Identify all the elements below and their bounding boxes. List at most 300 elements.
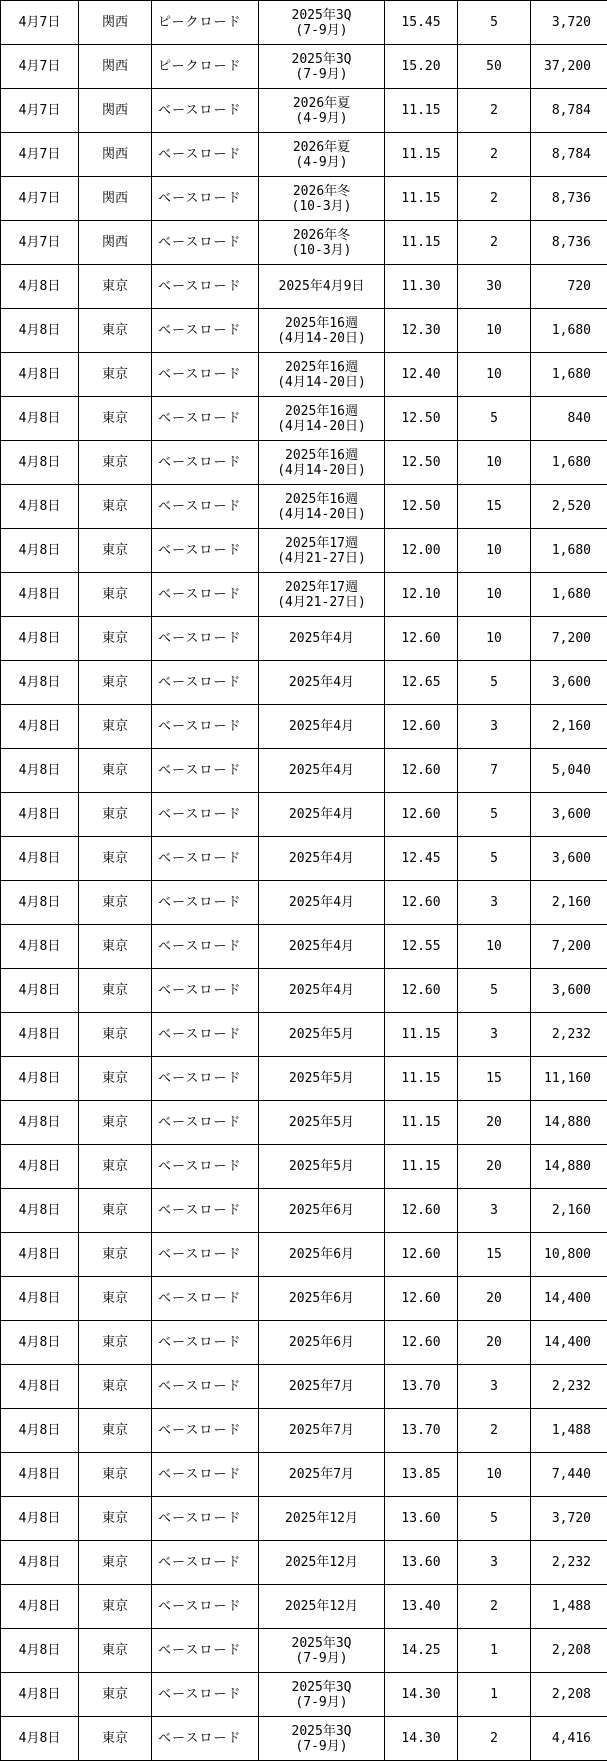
table-row (1, 309, 607, 353)
total-cell: 2,160 (531, 881, 607, 925)
load-type-cell: ベースロード (152, 529, 259, 573)
price-cell: 12.60 (385, 881, 458, 925)
price-cell: 11.15 (385, 1057, 458, 1101)
price-cell: 11.15 (385, 221, 458, 265)
delivery-period-cell: 2025年5月 (259, 1013, 385, 1057)
price-cell: 13.70 (385, 1409, 458, 1453)
volume-cell: 10 (458, 1453, 531, 1497)
area-cell: 関西 (79, 133, 152, 177)
total-cell: 1,680 (531, 529, 607, 573)
total-cell: 2,208 (531, 1673, 607, 1717)
total-cell: 8,784 (531, 89, 607, 133)
trade-date-cell: 4月8日 (1, 529, 79, 573)
area-cell: 東京 (79, 1189, 152, 1233)
total-cell: 2,160 (531, 705, 607, 749)
delivery-period-cell: 2025年3Q (7-9月) (259, 1629, 385, 1673)
price-cell: 12.50 (385, 397, 458, 441)
total-cell: 1,680 (531, 441, 607, 485)
trade-date-cell: 4月8日 (1, 1233, 79, 1277)
price-cell: 12.60 (385, 969, 458, 1013)
total-cell: 3,720 (531, 1, 607, 45)
load-type-cell: ベースロード (152, 661, 259, 705)
area-cell: 東京 (79, 969, 152, 1013)
total-cell: 2,160 (531, 1189, 607, 1233)
load-type-cell: ベースロード (152, 353, 259, 397)
table-row (1, 1541, 607, 1585)
price-cell: 12.00 (385, 529, 458, 573)
volume-cell: 5 (458, 397, 531, 441)
volume-cell: 2 (458, 1409, 531, 1453)
delivery-period-cell: 2025年7月 (259, 1365, 385, 1409)
table-row (1, 793, 607, 837)
area-cell: 東京 (79, 661, 152, 705)
load-type-cell: ベースロード (152, 485, 259, 529)
load-type-cell: ベースロード (152, 1629, 259, 1673)
delivery-period-cell: 2025年16週 (4月14-20日) (259, 397, 385, 441)
total-cell: 5,040 (531, 749, 607, 793)
volume-cell: 5 (458, 661, 531, 705)
delivery-period-cell: 2025年7月 (259, 1409, 385, 1453)
table-row (1, 1013, 607, 1057)
table-row (1, 1717, 607, 1761)
table-row (1, 265, 607, 309)
trade-date-cell: 4月8日 (1, 1585, 79, 1629)
trade-date-cell: 4月8日 (1, 1101, 79, 1145)
trade-date-cell: 4月8日 (1, 1453, 79, 1497)
delivery-period-cell: 2026年冬 (10-3月) (259, 177, 385, 221)
area-cell: 東京 (79, 617, 152, 661)
delivery-period-cell: 2025年4月 (259, 617, 385, 661)
delivery-period-cell: 2025年12月 (259, 1497, 385, 1541)
volume-cell: 15 (458, 1233, 531, 1277)
total-cell: 840 (531, 397, 607, 441)
volume-cell: 3 (458, 705, 531, 749)
delivery-period-cell: 2026年夏 (4-9月) (259, 89, 385, 133)
delivery-period-cell: 2025年16週 (4月14-20日) (259, 309, 385, 353)
total-cell: 11,160 (531, 1057, 607, 1101)
area-cell: 東京 (79, 925, 152, 969)
table-row (1, 1101, 607, 1145)
table-row (1, 1233, 607, 1277)
volume-cell: 5 (458, 793, 531, 837)
price-cell: 13.60 (385, 1541, 458, 1585)
delivery-period-cell: 2026年夏 (4-9月) (259, 133, 385, 177)
volume-cell: 2 (458, 177, 531, 221)
load-type-cell: ベースロード (152, 1101, 259, 1145)
total-cell: 4,416 (531, 1717, 607, 1761)
volume-cell: 20 (458, 1145, 531, 1189)
trade-date-cell: 4月8日 (1, 617, 79, 661)
load-type-cell: ベースロード (152, 617, 259, 661)
delivery-period-cell: 2025年4月9日 (259, 265, 385, 309)
trade-date-cell: 4月8日 (1, 705, 79, 749)
area-cell: 東京 (79, 1321, 152, 1365)
area-cell: 東京 (79, 793, 152, 837)
table-row (1, 1673, 607, 1717)
trade-date-cell: 4月8日 (1, 1013, 79, 1057)
trade-date-cell: 4月8日 (1, 1277, 79, 1321)
trade-date-cell: 4月8日 (1, 1629, 79, 1673)
load-type-cell: ベースロード (152, 925, 259, 969)
load-type-cell: ベースロード (152, 1541, 259, 1585)
price-cell: 12.10 (385, 573, 458, 617)
table-row (1, 221, 607, 265)
load-type-cell: ベースロード (152, 89, 259, 133)
trade-date-cell: 4月7日 (1, 133, 79, 177)
price-cell: 13.85 (385, 1453, 458, 1497)
area-cell: 関西 (79, 89, 152, 133)
delivery-period-cell: 2025年6月 (259, 1277, 385, 1321)
trade-date-cell: 4月8日 (1, 1189, 79, 1233)
area-cell: 関西 (79, 177, 152, 221)
trade-date-cell: 4月7日 (1, 1, 79, 45)
price-cell: 12.45 (385, 837, 458, 881)
area-cell: 東京 (79, 441, 152, 485)
price-cell: 11.15 (385, 1145, 458, 1189)
trade-date-cell: 4月7日 (1, 89, 79, 133)
volume-cell: 2 (458, 133, 531, 177)
load-type-cell: ベースロード (152, 1453, 259, 1497)
volume-cell: 10 (458, 441, 531, 485)
volume-cell: 10 (458, 925, 531, 969)
area-cell: 東京 (79, 309, 152, 353)
load-type-cell: ベースロード (152, 1497, 259, 1541)
price-cell: 11.15 (385, 177, 458, 221)
price-cell: 15.20 (385, 45, 458, 89)
area-cell: 東京 (79, 1629, 152, 1673)
area-cell: 東京 (79, 1233, 152, 1277)
total-cell: 720 (531, 265, 607, 309)
area-cell: 東京 (79, 1409, 152, 1453)
delivery-period-cell: 2025年4月 (259, 661, 385, 705)
delivery-period-cell: 2025年6月 (259, 1321, 385, 1365)
table-row (1, 837, 607, 881)
table-row (1, 397, 607, 441)
trade-date-cell: 4月8日 (1, 309, 79, 353)
price-cell: 14.30 (385, 1673, 458, 1717)
load-type-cell: ベースロード (152, 837, 259, 881)
price-cell: 12.40 (385, 353, 458, 397)
delivery-period-cell: 2025年3Q (7-9月) (259, 1, 385, 45)
total-cell: 8,784 (531, 133, 607, 177)
price-cell: 15.45 (385, 1, 458, 45)
load-type-cell: ピークロード (152, 1, 259, 45)
area-cell: 東京 (79, 837, 152, 881)
total-cell: 7,440 (531, 1453, 607, 1497)
volume-cell: 2 (458, 1717, 531, 1761)
price-cell: 12.65 (385, 661, 458, 705)
total-cell: 1,680 (531, 309, 607, 353)
table-row (1, 1321, 607, 1365)
area-cell: 東京 (79, 749, 152, 793)
total-cell: 3,600 (531, 661, 607, 705)
trade-date-cell: 4月8日 (1, 1673, 79, 1717)
area-cell: 東京 (79, 1673, 152, 1717)
trade-date-cell: 4月8日 (1, 1409, 79, 1453)
volume-cell: 50 (458, 45, 531, 89)
table-row (1, 1409, 607, 1453)
volume-cell: 2 (458, 1585, 531, 1629)
delivery-period-cell: 2025年4月 (259, 969, 385, 1013)
trade-date-cell: 4月8日 (1, 925, 79, 969)
load-type-cell: ベースロード (152, 441, 259, 485)
price-cell: 11.15 (385, 133, 458, 177)
table-row (1, 1365, 607, 1409)
load-type-cell: ベースロード (152, 1013, 259, 1057)
total-cell: 2,208 (531, 1629, 607, 1673)
total-cell: 10,800 (531, 1233, 607, 1277)
area-cell: 東京 (79, 705, 152, 749)
volume-cell: 2 (458, 89, 531, 133)
trade-date-cell: 4月8日 (1, 1057, 79, 1101)
area-cell: 東京 (79, 1717, 152, 1761)
total-cell: 14,400 (531, 1321, 607, 1365)
load-type-cell: ベースロード (152, 969, 259, 1013)
delivery-period-cell: 2025年3Q (7-9月) (259, 45, 385, 89)
area-cell: 東京 (79, 1101, 152, 1145)
table-row (1, 925, 607, 969)
price-cell: 12.60 (385, 1189, 458, 1233)
delivery-period-cell: 2025年7月 (259, 1453, 385, 1497)
volume-cell: 3 (458, 881, 531, 925)
delivery-period-cell: 2025年3Q (7-9月) (259, 1717, 385, 1761)
table-row (1, 441, 607, 485)
total-cell: 7,200 (531, 925, 607, 969)
table-row (1, 353, 607, 397)
total-cell: 1,680 (531, 573, 607, 617)
volume-cell: 20 (458, 1101, 531, 1145)
load-type-cell: ベースロード (152, 221, 259, 265)
delivery-period-cell: 2025年12月 (259, 1541, 385, 1585)
table-row (1, 1629, 607, 1673)
price-cell: 12.60 (385, 749, 458, 793)
delivery-period-cell: 2025年17週 (4月21-27日) (259, 529, 385, 573)
trade-date-cell: 4月8日 (1, 1717, 79, 1761)
load-type-cell: ベースロード (152, 265, 259, 309)
price-cell: 11.15 (385, 1013, 458, 1057)
price-cell: 12.50 (385, 485, 458, 529)
area-cell: 東京 (79, 353, 152, 397)
area-cell: 東京 (79, 397, 152, 441)
trade-date-cell: 4月8日 (1, 353, 79, 397)
price-cell: 12.60 (385, 1321, 458, 1365)
area-cell: 東京 (79, 1365, 152, 1409)
load-type-cell: ベースロード (152, 1233, 259, 1277)
total-cell: 3,600 (531, 793, 607, 837)
price-cell: 13.70 (385, 1365, 458, 1409)
volume-cell: 10 (458, 573, 531, 617)
load-type-cell: ベースロード (152, 1189, 259, 1233)
price-cell: 13.40 (385, 1585, 458, 1629)
load-type-cell: ベースロード (152, 1717, 259, 1761)
load-type-cell: ベースロード (152, 1057, 259, 1101)
total-cell: 37,200 (531, 45, 607, 89)
price-cell: 12.30 (385, 309, 458, 353)
price-cell: 14.30 (385, 1717, 458, 1761)
volume-cell: 20 (458, 1321, 531, 1365)
price-cell: 13.60 (385, 1497, 458, 1541)
delivery-period-cell: 2025年4月 (259, 925, 385, 969)
table-row (1, 661, 607, 705)
delivery-period-cell: 2025年4月 (259, 881, 385, 925)
table-row (1, 969, 607, 1013)
load-type-cell: ベースロード (152, 1145, 259, 1189)
volume-cell: 15 (458, 485, 531, 529)
volume-cell: 10 (458, 309, 531, 353)
price-cell: 11.15 (385, 1101, 458, 1145)
table-row (1, 45, 607, 89)
trade-date-cell: 4月8日 (1, 485, 79, 529)
table-row (1, 1057, 607, 1101)
load-type-cell: ベースロード (152, 309, 259, 353)
price-cell: 11.15 (385, 89, 458, 133)
volume-cell: 5 (458, 1, 531, 45)
load-type-cell: ベースロード (152, 749, 259, 793)
volume-cell: 5 (458, 837, 531, 881)
trade-date-cell: 4月8日 (1, 749, 79, 793)
total-cell: 14,880 (531, 1145, 607, 1189)
area-cell: 東京 (79, 1585, 152, 1629)
trade-date-cell: 4月8日 (1, 1541, 79, 1585)
price-cell: 12.60 (385, 1233, 458, 1277)
volume-cell: 5 (458, 1497, 531, 1541)
load-type-cell: ベースロード (152, 705, 259, 749)
delivery-period-cell: 2025年17週 (4月21-27日) (259, 573, 385, 617)
area-cell: 東京 (79, 1453, 152, 1497)
load-type-cell: ベースロード (152, 1321, 259, 1365)
delivery-period-cell: 2025年4月 (259, 793, 385, 837)
volume-cell: 7 (458, 749, 531, 793)
trade-date-cell: 4月8日 (1, 441, 79, 485)
trade-date-cell: 4月8日 (1, 573, 79, 617)
area-cell: 関西 (79, 221, 152, 265)
volume-cell: 10 (458, 353, 531, 397)
volume-cell: 3 (458, 1365, 531, 1409)
total-cell: 3,720 (531, 1497, 607, 1541)
area-cell: 東京 (79, 485, 152, 529)
area-cell: 東京 (79, 573, 152, 617)
table-row (1, 1189, 607, 1233)
table-row (1, 617, 607, 661)
price-cell: 12.60 (385, 1277, 458, 1321)
table-row (1, 529, 607, 573)
load-type-cell: ベースロード (152, 1585, 259, 1629)
table-row (1, 485, 607, 529)
trade-date-cell: 4月8日 (1, 837, 79, 881)
load-type-cell: ベースロード (152, 793, 259, 837)
table-row (1, 1277, 607, 1321)
delivery-period-cell: 2025年3Q (7-9月) (259, 1673, 385, 1717)
table-row (1, 705, 607, 749)
delivery-period-cell: 2025年4月 (259, 837, 385, 881)
price-cell: 12.60 (385, 793, 458, 837)
trade-date-cell: 4月8日 (1, 793, 79, 837)
volume-cell: 10 (458, 529, 531, 573)
trade-table-body (1, 1, 607, 1761)
trade-date-cell: 4月8日 (1, 1321, 79, 1365)
delivery-period-cell: 2025年16週 (4月14-20日) (259, 441, 385, 485)
load-type-cell: ベースロード (152, 1277, 259, 1321)
price-cell: 12.50 (385, 441, 458, 485)
total-cell: 7,200 (531, 617, 607, 661)
trade-date-cell: 4月7日 (1, 177, 79, 221)
trade-date-cell: 4月8日 (1, 397, 79, 441)
area-cell: 東京 (79, 1497, 152, 1541)
volume-cell: 3 (458, 1013, 531, 1057)
table-row (1, 1145, 607, 1189)
table-row (1, 1585, 607, 1629)
area-cell: 東京 (79, 1145, 152, 1189)
delivery-period-cell: 2025年4月 (259, 749, 385, 793)
load-type-cell: ベースロード (152, 177, 259, 221)
area-cell: 東京 (79, 1277, 152, 1321)
load-type-cell: ベースロード (152, 573, 259, 617)
table-row (1, 1497, 607, 1541)
total-cell: 8,736 (531, 177, 607, 221)
volume-cell: 3 (458, 1541, 531, 1585)
delivery-period-cell: 2025年5月 (259, 1101, 385, 1145)
total-cell: 1,488 (531, 1585, 607, 1629)
trade-date-cell: 4月8日 (1, 969, 79, 1013)
load-type-cell: ベースロード (152, 1409, 259, 1453)
delivery-period-cell: 2025年16週 (4月14-20日) (259, 485, 385, 529)
area-cell: 東京 (79, 881, 152, 925)
total-cell: 3,600 (531, 969, 607, 1013)
total-cell: 1,488 (531, 1409, 607, 1453)
volume-cell: 30 (458, 265, 531, 309)
table-row (1, 89, 607, 133)
total-cell: 2,232 (531, 1013, 607, 1057)
trade-date-cell: 4月7日 (1, 221, 79, 265)
volume-cell: 10 (458, 617, 531, 661)
area-cell: 東京 (79, 1541, 152, 1585)
volume-cell: 5 (458, 969, 531, 1013)
delivery-period-cell: 2025年5月 (259, 1057, 385, 1101)
total-cell: 3,600 (531, 837, 607, 881)
total-cell: 2,232 (531, 1365, 607, 1409)
load-type-cell: ベースロード (152, 397, 259, 441)
load-type-cell: ピークロード (152, 45, 259, 89)
delivery-period-cell: 2025年5月 (259, 1145, 385, 1189)
table-row (1, 749, 607, 793)
area-cell: 東京 (79, 1013, 152, 1057)
trade-date-cell: 4月8日 (1, 1365, 79, 1409)
delivery-period-cell: 2026年冬 (10-3月) (259, 221, 385, 265)
area-cell: 関西 (79, 45, 152, 89)
delivery-period-cell: 2025年4月 (259, 705, 385, 749)
trade-date-cell: 4月8日 (1, 265, 79, 309)
table-row (1, 1453, 607, 1497)
load-type-cell: ベースロード (152, 1365, 259, 1409)
price-cell: 12.60 (385, 617, 458, 661)
trade-date-cell: 4月8日 (1, 1145, 79, 1189)
area-cell: 東京 (79, 265, 152, 309)
delivery-period-cell: 2025年12月 (259, 1585, 385, 1629)
volume-cell: 20 (458, 1277, 531, 1321)
table-row (1, 573, 607, 617)
volume-cell: 3 (458, 1189, 531, 1233)
total-cell: 1,680 (531, 353, 607, 397)
price-cell: 12.60 (385, 705, 458, 749)
price-cell: 11.30 (385, 265, 458, 309)
volume-cell: 1 (458, 1629, 531, 1673)
total-cell: 14,400 (531, 1277, 607, 1321)
delivery-period-cell: 2025年6月 (259, 1233, 385, 1277)
area-cell: 東京 (79, 1057, 152, 1101)
total-cell: 8,736 (531, 221, 607, 265)
delivery-period-cell: 2025年16週 (4月14-20日) (259, 353, 385, 397)
volume-cell: 2 (458, 221, 531, 265)
